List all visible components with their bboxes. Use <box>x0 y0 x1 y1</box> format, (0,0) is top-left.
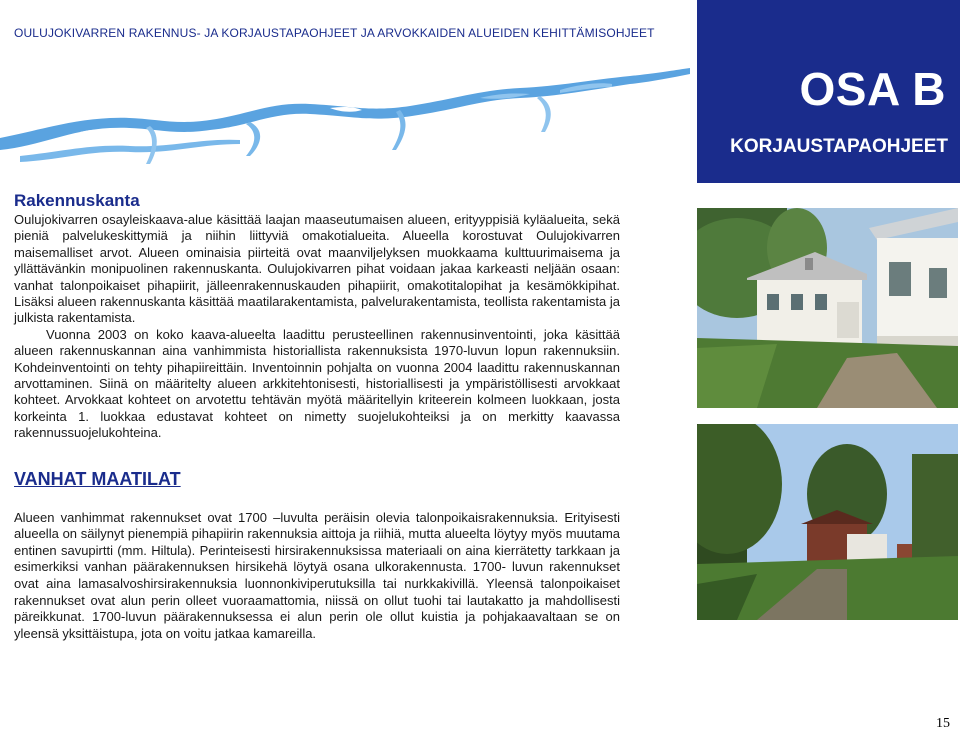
heading-vanhat-maatilat: VANHAT MAATILAT <box>14 468 181 489</box>
section-title: OSA B <box>799 63 946 115</box>
document-header: OULUJOKIVARREN RAKENNUS- JA KORJAUSTAPAOHJEET JA ARVOKKAIDEN ALUEIDEN KEHITTÄMISOHJEET <box>14 26 655 40</box>
farmhouse-photo <box>697 208 958 408</box>
farmyard-photo <box>697 424 958 620</box>
paragraph-vanhat-maatilat: Alueen vanhimmat rakennukset ovat 1700 –luvulta peräisin olevia talonpoikaisrakennuksia. Erityisesti alueella on säilynyt pienempiä pihapiirin rakennuksia aittoja ja riihiä, mutta alueelta löytyy myös muutama entinen savupirtti (mm. Hiltula). Perinteisesti hirsirakennuksissa materiaali on aina kierrätetty tarkkaan ja esimerkiksi vanhan päärakennuksen hirsikehä löytyä osana ulkorakennusta. 1700- luvun rakennukset ovat aina lamasalvoshirsirakennuksia luonnonkiviperutuksilla tai nurkkakivillä. Yleensä talonpoikaiset rakennukset ovat alun perin olleet vuoraamattomia, niissä on ollut tuohi tai lautakatto ja mahdollisesti päreikkunat. 1700-luvun päärakennuksessa ei alun perin ole ollut kuistia ja pohjakaavaltaan se on yleensä yksittäistupa, jota on voitu jatkaa kamareilla. <box>14 509 620 641</box>
paragraph-rakennuskanta-2: Vuonna 2003 on koko kaava-alueelta laadittu perusteellinen rakennusinventointi, joka käsittää alueen rakennuskannan aina vanhimmista historiallista rakennuksista 1970-luvun lopun rakennuksiin. Kohdeinventointi on tehty pihapiireittäin. Inventoinnin pohjalta on vuonna 2004 laadittu rakennuskannan arvottaminen. Siinä on määritelty alueen arkkitehtonisesti, historiallisesti ja ympäristöllisesti arvokkaat kohteet. Arvokkaat kohteet on arvotettu tehtävän myötä määritellyin kriteerein kolmeen luokkaan, josta korkeinta 1. luokkaa edustavat kohteet on nimetty suojelukohteiksi ja on merkitty kaavassa rakennussuojelukohteina. <box>14 326 620 441</box>
section-label-panel <box>697 0 960 183</box>
main-content <box>14 190 620 642</box>
section-subtitle: KORJAUSTAPAOHJEET <box>730 136 948 157</box>
river-map-graphic <box>0 60 690 180</box>
page-number: 15 <box>936 716 950 731</box>
heading-rakennuskanta: Rakennuskanta <box>14 191 140 210</box>
paragraph-rakennuskanta-1: Oulujokivarren osayleiskaava-alue käsittää laajan maaseutumaisen alueen, erityyppisiä kyläalueita, sekä pieniä palvelukeskittymiä ja niihin liittyviä omakotialueita. Alueella korostuvat Oulujokivarren maisemalliset arvot. Alueen ominaisia piirteitä ovat maanviljelyksen muokkaama kulttuurimaisema ja yllättävänkin monipuolinen rakennuskanta. Oulujokivarren pihat voidaan jakaa karkeasti neljään osaan: vanhat talonpoikaiset pihapiirit, jälleenrakennuskauden pihapiirit, omakotitalopihat ja kesämökkipihat. Lisäksi alueen rakennuskanta käsittää maatilarakentamista, palvelurakentamista, teollista rakentamista ja julkista rakentamista. <box>14 212 620 326</box>
